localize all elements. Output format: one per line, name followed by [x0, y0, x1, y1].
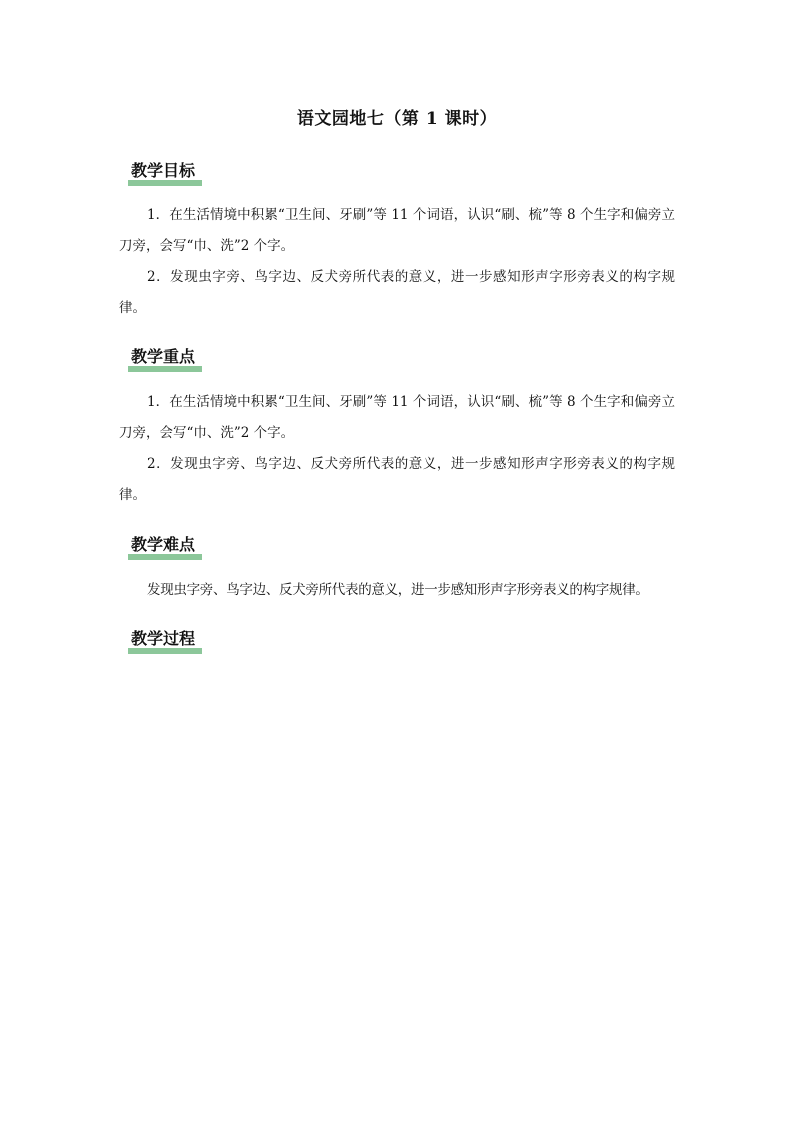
section-heading-process: [128, 628, 198, 654]
section-heading-text: 教学过程: [131, 629, 196, 648]
section-heading-text: 教学重点: [131, 347, 196, 366]
section-heading-difficulties: [128, 534, 198, 560]
paragraph: 2．发现虫字旁、鸟字边、反犬旁所代表的意义，进一步感知形声字形旁表义的构字规律。: [119, 456, 675, 503]
paragraph: 2．发现虫字旁、鸟字边、反犬旁所代表的意义，进一步感知形声字形旁表义的构字规律。: [119, 269, 675, 316]
paragraph: 1．在生活情境中积累“卫生间、牙刷”等 11 个词语，认识“刷、梳”等 8 个生字和偏旁立刀旁，会写“巾、洗”2 个字。: [119, 394, 675, 441]
section-heading-text: 教学难点: [131, 535, 196, 554]
page-title: 语文园地七（第 1 课时）: [296, 109, 498, 129]
paragraph: 1．在生活情境中积累“卫生间、牙刷”等 11 个词语，认识“刷、梳”等 8 个生字和偏旁立刀旁，会写“巾、洗”2 个字。: [119, 207, 675, 254]
section-heading-text: 教学目标: [131, 161, 196, 180]
section-heading-objectives: [128, 160, 198, 186]
paragraph: 发现虫字旁、鸟字边、反犬旁所代表的意义，进一步感知形声字形旁表义的构字规律。: [147, 582, 649, 598]
section-heading-key-points: [128, 346, 198, 372]
